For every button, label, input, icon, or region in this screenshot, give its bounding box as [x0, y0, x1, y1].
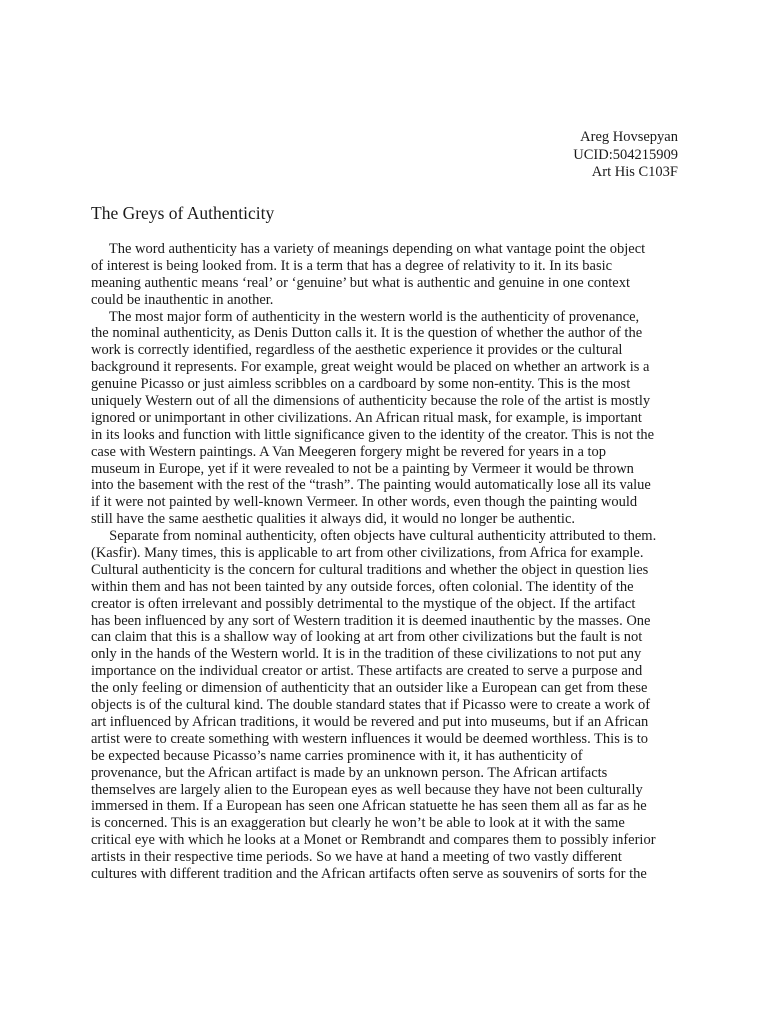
body-line: objects is of the cultural kind. The double standard states that if Picasso were to create a work of: [91, 697, 651, 714]
body-line: can claim that this is a shallow way of looking at art from other civilizations but the fault is not: [91, 629, 643, 646]
body-line: The word authenticity has a variety of meanings depending on what vantage point the object: [91, 241, 646, 257]
body-line: ignored or unimportant in other civilizations. An African ritual mask, for example, is important: [91, 409, 642, 426]
body-line: of interest is being looked from. It is a term that has a degree of relativity to it. In its basic: [91, 257, 613, 274]
body-line: themselves are largely alien to the European eyes as well because they have not been culturally: [91, 781, 643, 798]
body-line: the only feeling or dimension of authenticity that an outsider like a European can get from these: [91, 680, 648, 697]
body-line: uniquely Western out of all the dimensions of authenticity because the role of the artist is mostly: [91, 393, 651, 410]
essay-title: The Greys of Authenticity: [91, 203, 275, 223]
body-line: case with Western paintings. A Van Meegeren forgery might be revered for years in a top: [91, 443, 607, 460]
body-line: work is correctly identified, regardless of the aesthetic experience it provides or the cultural: [91, 342, 623, 359]
body-line: Cultural authenticity is the concern for cultural traditions and whether the object in question lies: [91, 561, 649, 578]
body-line: (Kasfir). Many times, this is applicable to art from other civilizations, from Africa for example.: [91, 545, 644, 562]
body-line: importance on the individual creator or artist. These artifacts are created to serve a purpose and: [91, 663, 643, 680]
body-line: museum in Europe, yet if it were revealed to not be a painting by Vermeer it would be thrown: [91, 460, 634, 477]
author-name: Areg Hovsepyan: [580, 129, 678, 145]
author-header: [573, 129, 678, 182]
body-line: the nominal authenticity, as Denis Dutton calls it. It is the question of whether the author of the: [91, 325, 643, 342]
body-line: is concerned. This is an exaggeration but clearly he won’t be able to look at it with the same: [91, 815, 625, 832]
body-line: immersed in them. If a European has seen one African statuette he has seen them all as far as he: [91, 798, 647, 815]
body-line: artist were to create something with western influences it would be deemed worthless. This is to: [91, 730, 649, 747]
body-line: Separate from nominal authenticity, often objects have cultural authenticity attributed to them.: [91, 528, 657, 545]
body-line: could be inauthentic in another.: [91, 291, 274, 308]
body-line: genuine Picasso or just aimless scribbles on a cardboard by some non-entity. This is the most: [91, 376, 631, 393]
essay-body: [91, 241, 681, 883]
body-line: cultures with different tradition and the African artifacts often serve as souvenirs of sorts for the: [91, 865, 647, 882]
student-id: UCID:504215909: [573, 146, 678, 163]
body-line: critical eye with which he looks at a Monet or Rembrandt and compares them to possibly inferior: [91, 832, 656, 849]
body-line: if it were not painted by well-known Vermeer. In other words, even though the painting would: [91, 494, 638, 511]
body-line: art influenced by African traditions, it would be revered and put into museums, but if an African: [91, 713, 649, 730]
body-line: The most major form of authenticity in the western world is the authenticity of provenance,: [91, 308, 640, 325]
body-line: provenance, but the African artifact is made by an unknown person. The African artifacts: [91, 764, 608, 781]
body-line: in its looks and function with little significance given to the identity of the creator. This is not the: [91, 426, 655, 443]
body-line: be expected because Picasso’s name carries prominence with it, it has authenticity of: [91, 747, 583, 764]
body-line: artists in their respective time periods. So we have at hand a meeting of two vastly different: [91, 849, 622, 866]
course-name: Art His C103F: [591, 164, 678, 181]
body-line: creator is often irrelevant and possibly detrimental to the mystique of the object. If the artifact: [91, 595, 636, 612]
body-line: has been influenced by any sort of Western tradition it is deemed inauthentic by the masses. One: [91, 612, 651, 629]
body-line: within them and has not been tainted by any outside forces, often colonial. The identity of the: [91, 578, 634, 595]
body-line: meaning authentic means ‘real’ or ‘genuine’ but what is authentic and genuine in one context: [91, 274, 630, 291]
body-line: still have the same aesthetic qualities it always did, it would no longer be authentic.: [91, 511, 576, 528]
body-line: background it represents. For example, great weight would be placed on whether an artwork is a: [91, 359, 650, 376]
body-line: only in the hands of the Western world. It is in the tradition of these civilizations to not put any: [91, 646, 642, 663]
body-line: into the basement with the rest of the “trash”. The painting would automatically lose all its value: [91, 477, 651, 494]
